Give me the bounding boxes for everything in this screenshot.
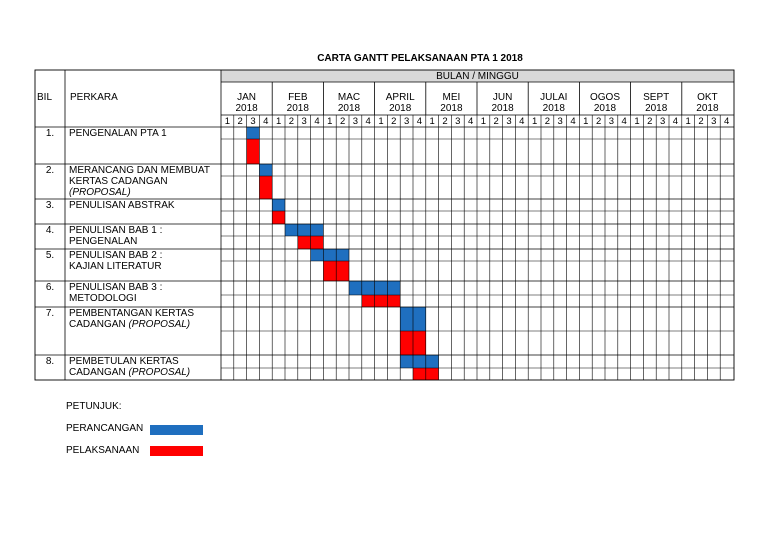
actual-bar — [259, 176, 272, 199]
actual-bar — [375, 295, 388, 307]
legend-heading: PETUNJUK: — [66, 401, 122, 412]
week-number: 3 — [711, 116, 717, 127]
plan-bar — [259, 164, 272, 176]
week-number: 4 — [314, 116, 320, 127]
actual-bar — [323, 261, 336, 281]
task-number: 4. — [45, 225, 55, 236]
plan-bar — [336, 249, 349, 261]
task-label: MERANCANG DAN MEMBUAT — [69, 165, 210, 176]
chart-title: CARTA GANTT PELAKSANAAN PTA 1 2018 — [317, 53, 523, 64]
task-label: KERTAS CADANGAN — [69, 176, 168, 187]
month-year: 2018 — [337, 103, 361, 114]
legend-label-perancangan: PERANCANGAN — [66, 423, 144, 434]
week-number: 4 — [723, 116, 730, 127]
month-label: JUN — [492, 92, 513, 103]
week-number: 3 — [352, 116, 359, 127]
week-number: 2 — [288, 116, 295, 127]
perkara-header: PERKARA — [70, 92, 118, 103]
week-number: 4 — [467, 116, 474, 127]
week-number: 1 — [480, 116, 487, 127]
legend-label-pelaksanaan: PELAKSANAAN — [66, 445, 140, 456]
month-year: 2018 — [389, 103, 412, 114]
month-label: JULAI — [540, 92, 568, 103]
week-number: 2 — [544, 116, 551, 127]
plan-bar — [400, 355, 413, 368]
actual-bar — [272, 211, 285, 224]
month-year: 2018 — [491, 103, 514, 114]
task-number: 2. — [45, 165, 55, 176]
week-number: 4 — [672, 116, 679, 127]
month-year: 2018 — [235, 103, 258, 114]
task-label: PEMBENTANGAN KERTAS — [69, 308, 195, 319]
actual-bar — [298, 236, 311, 249]
task-number: 1. — [45, 128, 55, 139]
bil-header: BIL — [37, 92, 53, 103]
plan-bar — [272, 199, 285, 211]
week-number: 2 — [647, 116, 653, 127]
week-number: 3 — [403, 116, 410, 127]
actual-bar — [336, 261, 349, 281]
month-year: 2018 — [645, 103, 668, 114]
week-number: 2 — [493, 116, 499, 127]
plan-bar — [387, 281, 400, 295]
week-number: 4 — [519, 116, 525, 127]
week-number: 3 — [659, 116, 666, 127]
task-number: 7. — [45, 308, 55, 319]
week-number: 1 — [531, 116, 538, 127]
week-number: 1 — [378, 116, 384, 127]
task-number: 8. — [45, 356, 55, 367]
task-label: METODOLOGI — [69, 293, 137, 304]
month-label: APRIL — [385, 92, 415, 103]
actual-bar — [247, 139, 260, 164]
month-label: OGOS — [589, 92, 621, 103]
plan-bar — [247, 127, 260, 139]
week-number: 3 — [250, 116, 256, 127]
task-label: (PROPOSAL) — [69, 187, 131, 198]
week-number: 1 — [275, 116, 282, 127]
bulan-header: BULAN / MINGGU — [436, 71, 519, 82]
week-number: 1 — [224, 116, 231, 127]
task-label: PENULISAN BAB 2 : — [69, 250, 163, 261]
actual-bar — [400, 331, 413, 355]
week-number: 4 — [365, 116, 371, 127]
plan-bar — [349, 281, 362, 295]
month-year: 2018 — [542, 103, 565, 114]
week-number: 1 — [583, 116, 589, 127]
week-number: 1 — [685, 116, 691, 127]
task-label: PENULISAN ABSTRAK — [69, 200, 175, 211]
month-label: FEB — [288, 92, 308, 103]
actual-bar — [426, 368, 439, 380]
plan-bar — [323, 249, 336, 261]
week-number: 2 — [595, 116, 602, 127]
week-number: 2 — [442, 116, 448, 127]
week-number: 3 — [506, 116, 512, 127]
actual-bar — [311, 236, 324, 249]
week-number: 1 — [634, 116, 640, 127]
week-number: 4 — [263, 116, 269, 127]
task-label: PENULISAN BAB 1 : — [69, 225, 163, 236]
plan-bar — [413, 307, 426, 331]
plan-bar — [285, 224, 298, 236]
week-number: 4 — [570, 116, 576, 127]
week-number: 2 — [339, 116, 346, 127]
month-label: SEPT — [643, 92, 670, 103]
legend-swatch-pelaksanaan — [150, 446, 203, 456]
week-number: 2 — [237, 116, 243, 127]
actual-bar — [362, 295, 375, 307]
task-label: KAJIAN LITERATUR — [69, 261, 162, 272]
plan-bar — [426, 355, 439, 368]
task-number: 3. — [45, 200, 55, 211]
week-number: 4 — [416, 116, 423, 127]
plan-bar — [400, 307, 413, 331]
week-number: 3 — [557, 116, 563, 127]
month-label: JAN — [237, 92, 257, 103]
week-number: 1 — [327, 116, 333, 127]
legend-swatch-perancangan — [150, 425, 203, 435]
week-number: 3 — [455, 116, 461, 127]
month-year: 2018 — [440, 103, 463, 114]
week-number: 1 — [429, 116, 435, 127]
task-label: PENULISAN BAB 3 : — [69, 282, 163, 293]
month-label: OKT — [697, 92, 718, 103]
task-label: PENGENALAN — [69, 236, 138, 247]
week-number: 3 — [608, 116, 615, 127]
plan-bar — [311, 224, 324, 236]
actual-bar — [387, 295, 400, 307]
week-number: 3 — [301, 116, 307, 127]
task-number: 6. — [45, 282, 55, 293]
task-label: PENGENALAN PTA 1 — [69, 128, 167, 139]
task-label: CADANGAN (PROPOSAL) — [69, 367, 191, 378]
week-number: 2 — [391, 116, 397, 127]
month-label: MEI — [442, 92, 461, 103]
month-label: MAC — [337, 92, 361, 103]
task-number: 5. — [45, 250, 55, 261]
month-year: 2018 — [286, 103, 309, 114]
month-year: 2018 — [593, 103, 617, 114]
actual-bar — [413, 368, 426, 380]
task-label: CADANGAN (PROPOSAL) — [69, 319, 191, 330]
plan-bar — [375, 281, 388, 295]
actual-bar — [413, 331, 426, 355]
plan-bar — [362, 281, 375, 295]
week-number: 4 — [621, 116, 627, 127]
plan-bar — [413, 355, 426, 368]
task-label: PEMBETULAN KERTAS — [69, 356, 179, 367]
month-year: 2018 — [696, 103, 719, 114]
week-number: 2 — [698, 116, 704, 127]
plan-bar — [298, 224, 311, 236]
plan-bar — [311, 249, 324, 261]
